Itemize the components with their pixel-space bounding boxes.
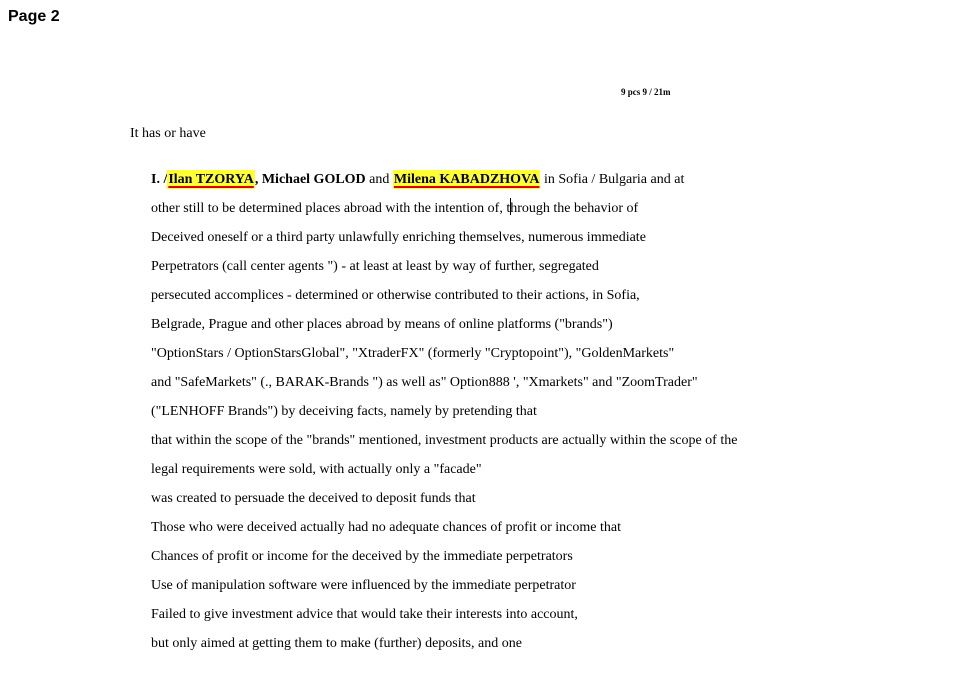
separator-comma: ,: [254, 172, 259, 187]
paragraph-line: and "SafeMarkets" (., BARAK-Brands ") as well as" Option888 ', "Xmarkets" and "ZoomTrader": [151, 375, 698, 390]
paragraph-line: ("LENHOFF Brands") by deceiving facts, namely by pretending that: [151, 404, 537, 419]
paragraph-line: but only aimed at getting them to make (further) deposits, and one: [151, 636, 522, 651]
paragraph-line: that within the scope of the "brands" mentioned, investment products are actually within the scope of the: [151, 433, 738, 448]
second-line-before-caret: other still to be determined places abroad with the intention of, t: [151, 201, 511, 216]
paragraph-line: Belgrade, Prague and other places abroad by means of online platforms ("brands"): [151, 317, 613, 332]
paragraph-line: Perpetrators (call center agents ") - at least at least by way of further, segregated: [151, 259, 599, 274]
name-golod: Michael GOLOD: [261, 172, 366, 187]
highlighted-name-kabadzhova[interactable]: Milena KABADZHOVA: [393, 172, 540, 187]
document-paragraph: [151, 165, 851, 658]
paragraph-line-second[interactable]: [151, 194, 851, 223]
paragraph-line: legal requirements were sold, with actually only a "facade": [151, 462, 482, 477]
intro-text: It has or have: [130, 126, 206, 141]
section-numbering: I. /: [151, 172, 168, 187]
paragraph-line: Deceived oneself or a third party unlawfully enriching themselves, numerous immediate: [151, 230, 646, 245]
paragraph-line: was created to persuade the deceived to deposit funds that: [151, 491, 476, 506]
reference-number: 9 pcs 9 / 21m: [621, 87, 671, 97]
highlighted-name-tzorya[interactable]: Ilan TZORYA: [168, 172, 254, 187]
paragraph-line: Use of manipulation software were influenced by the immediate perpetrator: [151, 578, 576, 593]
paragraph-line: persecuted accomplices - determined or otherwise contributed to their actions, in Sofia,: [151, 288, 640, 303]
paragraph-line-first: [151, 165, 851, 194]
first-line-rest: in Sofia / Bulgaria and at: [543, 172, 685, 187]
page-label: Page 2: [8, 8, 60, 25]
conjunction-and: and: [369, 172, 390, 187]
paragraph-line: Chances of profit or income for the deceived by the immediate perpetrators: [151, 549, 573, 564]
paragraph-line: "OptionStars / OptionStarsGlobal", "XtraderFX" (formerly "Cryptopoint"), "GoldenMarkets": [151, 346, 675, 361]
paragraph-line: Failed to give investment advice that would take their interests into account,: [151, 607, 578, 622]
paragraph-line: Those who were deceived actually had no adequate chances of profit or income that: [151, 520, 621, 535]
second-line-after-caret: hrough the behavior of: [510, 201, 639, 216]
